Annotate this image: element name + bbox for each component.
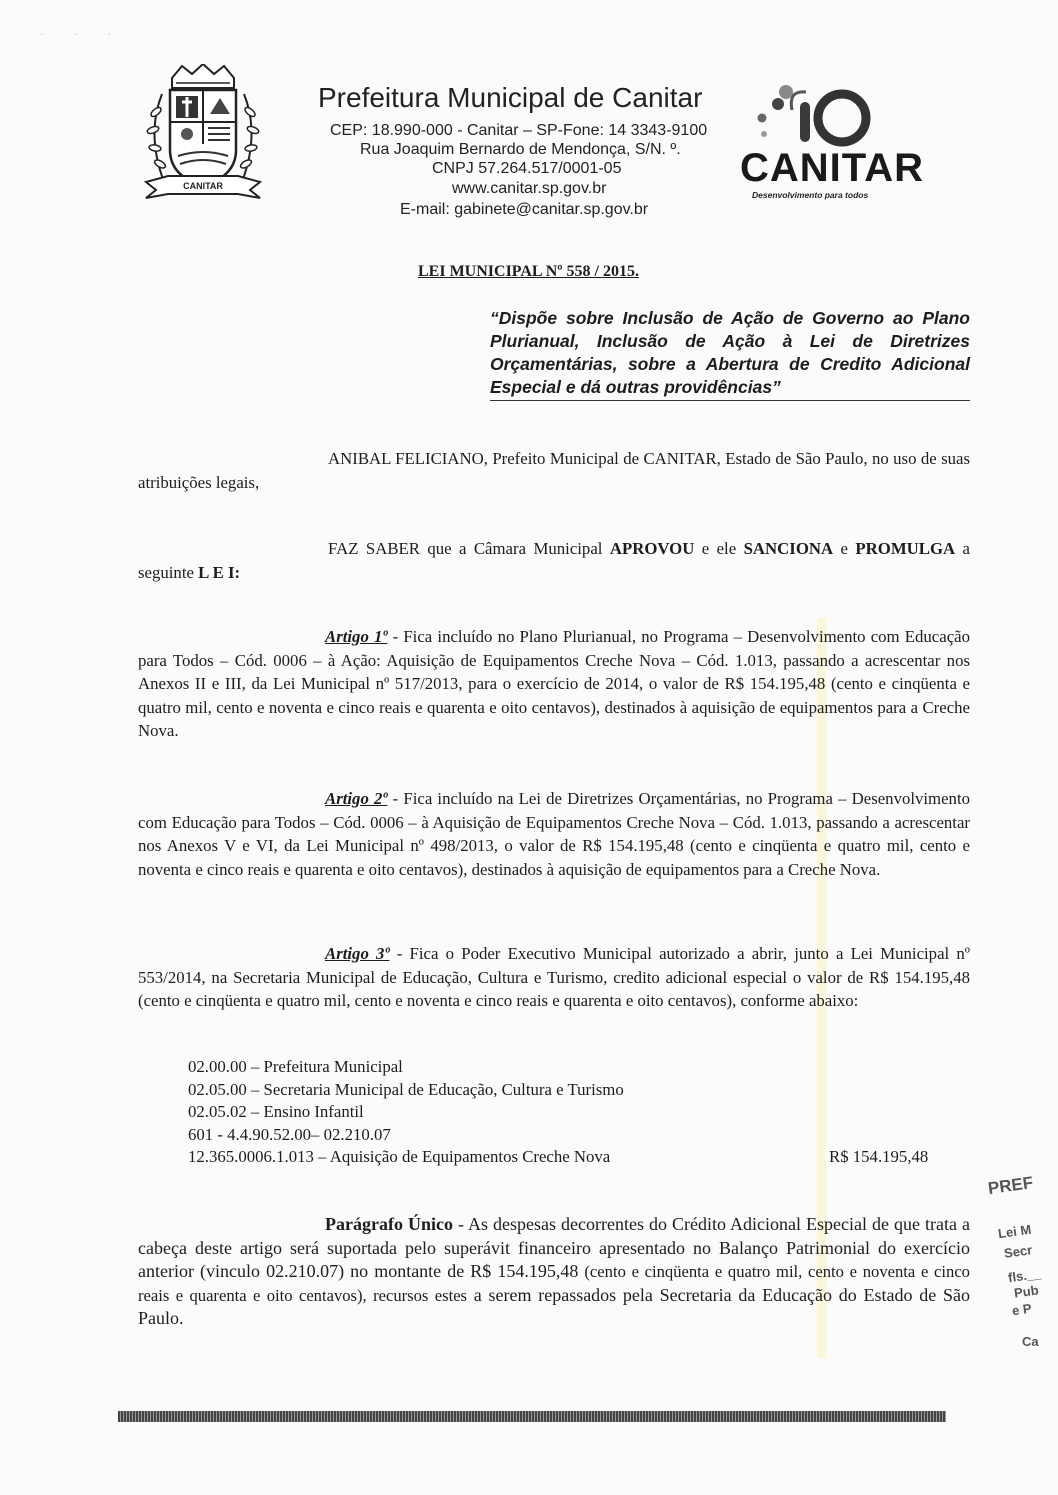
budget-line: 02.05.02 – Ensino Infantil bbox=[188, 1102, 364, 1121]
sanciona-word: SANCIONA bbox=[743, 539, 834, 558]
budget-line: 02.00.00 – Prefeitura Municipal bbox=[188, 1057, 403, 1076]
paragrafo-unico bbox=[138, 1213, 970, 1331]
email-line[interactable]: E-mail: gabinete@canitar.sp.gov.br bbox=[400, 201, 649, 218]
faz-saber-mid2: e bbox=[833, 539, 856, 558]
canitar-logo-tagline: Desenvolvimento para todos bbox=[752, 190, 869, 200]
article-1-label: Artigo 1º bbox=[325, 627, 388, 646]
budget-line: 601 - 4.4.90.52.00– 02.210.07 bbox=[188, 1124, 391, 1144]
crest-ribbon-text: CANITAR bbox=[183, 181, 223, 191]
website-link[interactable]: www.canitar.sp.gov.br bbox=[452, 180, 607, 197]
paragrafo-unico-text-c: a serem repassados pela Secretaria da Educação do Estado de São Paulo. bbox=[138, 1284, 970, 1328]
article-2-text: - Fica incluído na Lei de Diretrizes Orçamentárias, no Programa – Desenvolvimento com Educação para Todos – Cód. 0006 – à Aquisição de Equipamentos Creche Nova – Cód. 1.013, passando a acrescentar nos Anexos V e VI, da Lei Municipal nº 498/2013, o valor de R$ 154.195,48 (cento e cinqüenta e quatro mil, cento e noventa e cinco reais e quarenta e oito centavos), destinados à aquisição de equipamentos para a Creche Nova. bbox=[138, 789, 971, 879]
stamp-line: Pub bbox=[1013, 1282, 1040, 1301]
article-3-text: - Fica o Poder Executivo Municipal autorizado a abrir, junto a Lei Municipal nº 553/2014, na Secretaria Municipal de Educação, Cultura e Turismo, credito adicional especial o valor de R$ 154.195,48 (cento e cinqüenta e quatro mil, cento e noventa e cinco reais e quarenta e oito centavos), conforme abaixo: bbox=[138, 944, 970, 1010]
cep-phone-line: CEP: 18.990-000 - Canitar – SP-Fone: 14 3343-9100 bbox=[330, 122, 708, 139]
address-line: Rua Joaquim Bernardo de Mendonça, S/N. º. bbox=[360, 141, 681, 158]
canitar-logo-icon bbox=[748, 82, 878, 154]
article-3 bbox=[138, 942, 970, 1013]
intro-paragraph bbox=[138, 447, 970, 494]
article-2-label: Artigo 2º bbox=[325, 789, 388, 808]
law-title: LEI MUNICIPAL Nº 558 / 2015. bbox=[418, 263, 639, 280]
budget-line: 02.05.00 – Secretaria Municipal de Educação, Cultura e Turismo bbox=[188, 1079, 624, 1099]
aprovou-word: APROVOU bbox=[609, 539, 695, 558]
scan-artifact: · · · bbox=[40, 30, 125, 41]
cnpj-line: CNPJ 57.264.517/0001-05 bbox=[432, 160, 622, 177]
paragrafo-unico-label: Parágrafo Único bbox=[325, 1214, 453, 1234]
faz-saber-mid: e ele bbox=[694, 539, 744, 558]
budget-line-with-value bbox=[188, 1146, 968, 1169]
coat-of-arms-icon bbox=[142, 64, 264, 204]
promulga-word: PROMULGA bbox=[855, 539, 956, 558]
stamp-line: Ca bbox=[1022, 1334, 1039, 1349]
faz-saber-tail: a seguinte bbox=[138, 539, 970, 582]
budget-value: R$ 154.195,48 bbox=[829, 1147, 929, 1166]
faz-saber-paragraph bbox=[138, 537, 970, 584]
law-ementa: “Dispõe sobre Inclusão de Ação de Governo ao Plano Plurianual, Inclusão de Ação à Lei de Diretrizes Orçamentárias, sobre a Abertura de Credito Adicional Especial e dá outras providências” bbox=[490, 307, 970, 401]
paragrafo-unico-text-b: (cento e cinqüenta e quatro mil, cento e noventa e cinco reais e quarenta e oito centavos), recursos estes bbox=[138, 1262, 970, 1305]
municipality-title: Prefeitura Municipal de Canitar bbox=[318, 82, 703, 113]
faz-saber-lead: FAZ SABER que a Câmara Municipal bbox=[328, 539, 610, 558]
article-1-text: - Fica incluído no Plano Plurianual, no Programa – Desenvolvimento com Educação para Todos – Cód. 0006 – à Ação: Aquisição de Equipamentos Creche Nova – Cód. 1.013, passando a acrescentar nos Anexos II e III, da Lei Municipal nº 517/2013, para o exercício de 2014, o valor de R$ 154.195,48 (cento e cinqüenta e quatro mil, cento e noventa e cinco reais e quarenta e oito centavos), destinados à aquisição de equipamentos para a Creche Nova. bbox=[138, 627, 970, 740]
intro-text: ANIBAL FELICIANO, Prefeito Municipal de CANITAR, Estado de São Paulo, no uso de suas atribuições legais, bbox=[138, 449, 970, 492]
budget-line-text: 12.365.0006.1.013 – Aquisição de Equipamentos Creche Nova bbox=[188, 1147, 611, 1166]
stamp-line: e P bbox=[1011, 1300, 1033, 1319]
article-1 bbox=[138, 625, 970, 743]
article-3-label: Artigo 3º bbox=[325, 944, 390, 963]
stamp-line: PREF bbox=[986, 1172, 1035, 1199]
lei-word: L E I: bbox=[198, 562, 241, 582]
stamp-line: Lei M bbox=[997, 1221, 1033, 1242]
canitar-logo-word: CANITAR bbox=[740, 146, 925, 190]
article-2 bbox=[138, 787, 970, 881]
budget-allocation-list bbox=[188, 1056, 968, 1169]
paragrafo-unico-text-a: - As despesas decorrentes do Crédito Adicional Especial de que trata a cabeça deste artigo será suportada pelo superávit financeiro apresentado no Balanço Patrimonial do exercício anterior (vinculo 02.210.07) no montante de R$ 154.195,48 bbox=[138, 1214, 970, 1281]
publication-stamp bbox=[986, 1172, 1058, 1356]
stamp-line: Secr bbox=[1003, 1242, 1034, 1261]
stamp-line: fls.__ bbox=[1007, 1265, 1043, 1286]
footer-divider bbox=[118, 1411, 946, 1422]
